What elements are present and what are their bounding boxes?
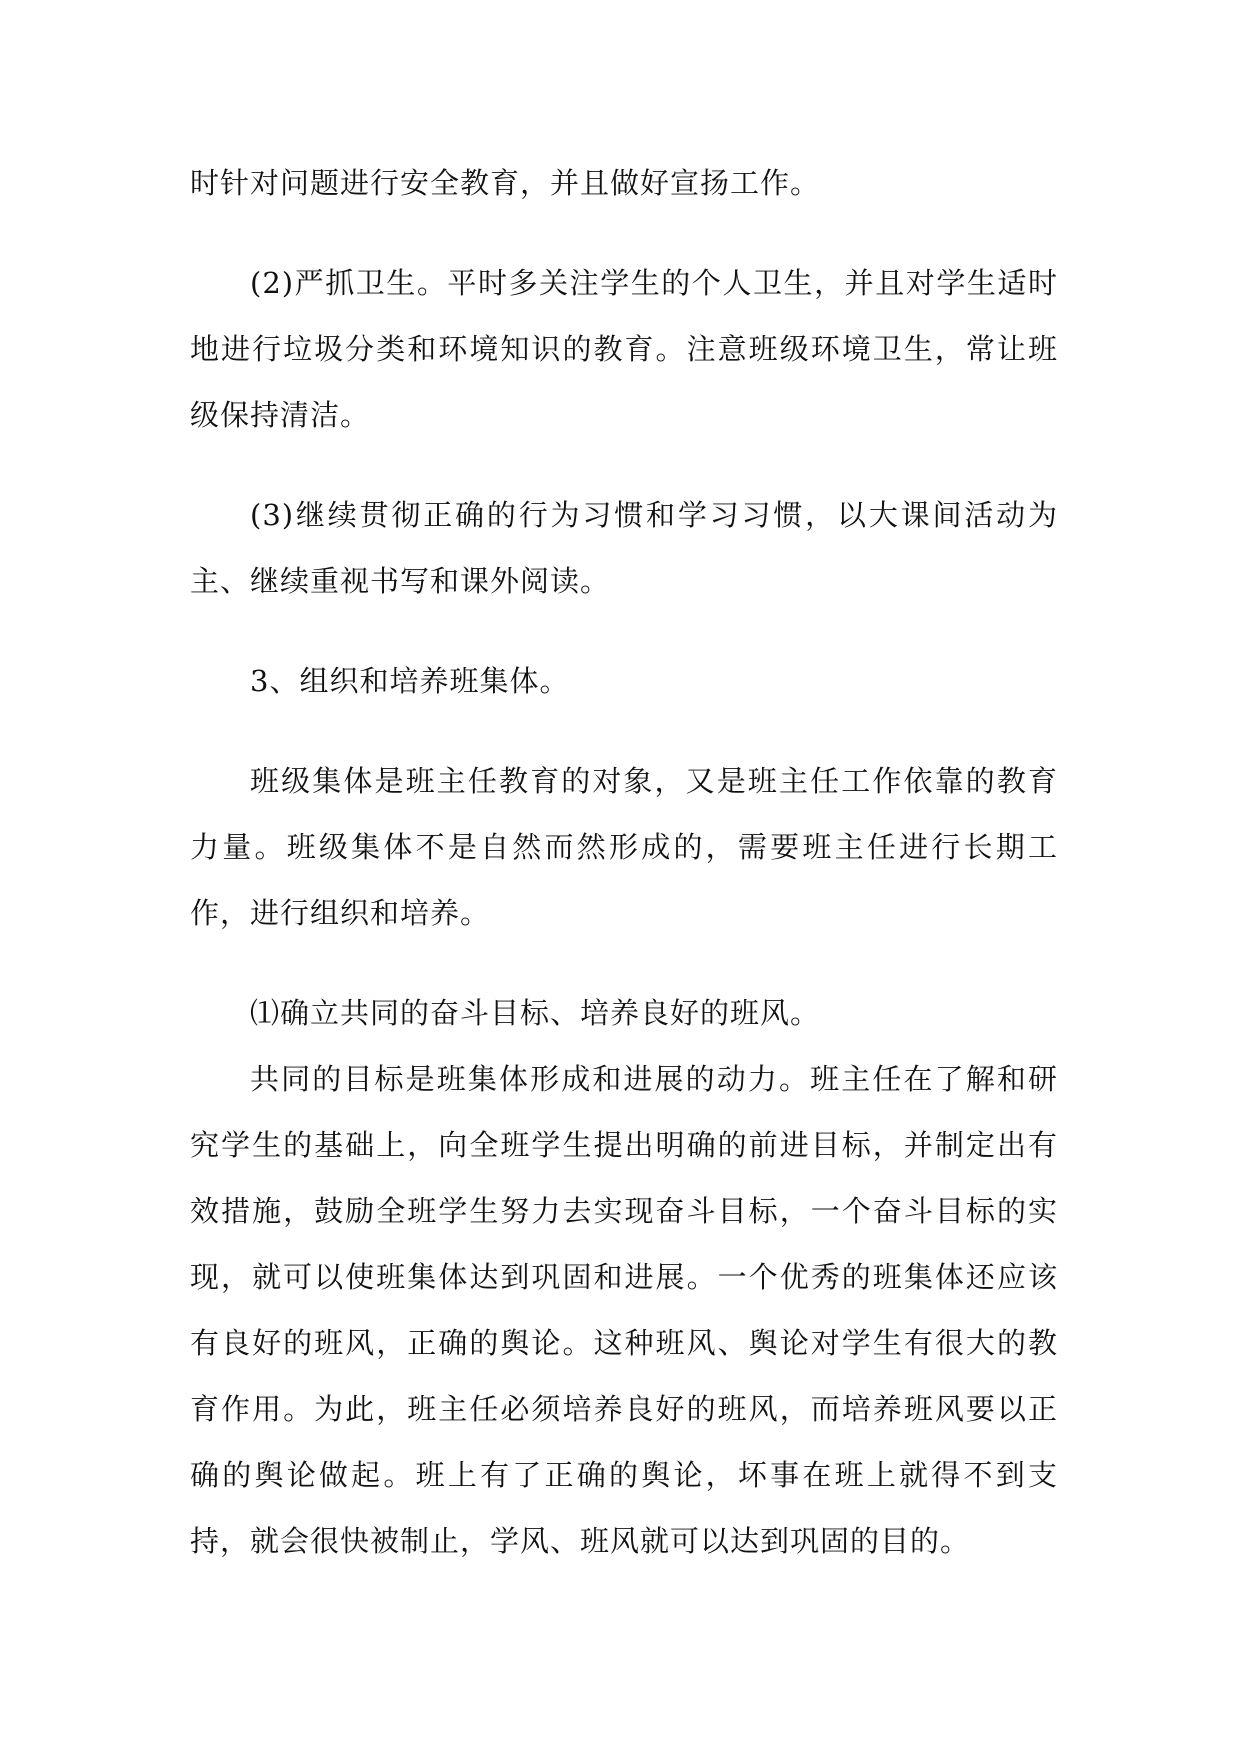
section-heading-class-collective: 3、组织和培养班集体。 (250, 664, 570, 698)
document-body (190, 150, 1058, 1574)
paragraph-hygiene: (2)严抓卫生。平时多关注学生的个人卫生，并且对学生适时地进行垃圾分类和环境知识的教育。注意班级环境卫生，常让班级保持清洁。 (190, 266, 1058, 432)
paragraph-habits: (3)继续贯彻正确的行为习惯和学习习惯，以大课间活动为主、继续重视书写和课外阅读。 (190, 498, 1058, 598)
paragraph-class-collective: 班级集体是班主任教育的对象，又是班主任工作依靠的教育力量。班级集体不是自然而然形成的，需要班主任进行长期工作，进行组织和培养。 (190, 764, 1058, 930)
paragraph-safety-education-continuation: 时针对问题进行安全教育，并且做好宣扬工作。 (190, 166, 821, 200)
paragraph-common-goals: 共同的目标是班集体形成和进展的动力。班主任在了解和研究学生的基础上，向全班学生提出明确的前进目标，并制定出有效措施，鼓励全班学生努力去实现奋斗目标，一个奋斗目标的实现，就可以使班集体达到巩固和进展。一个优秀的班集体还应该有良好的班风，正确的舆论。这种班风、舆论对学生有很大的教育作用。为此，班主任必须培养良好的班风，而培养班风要以正确的舆论做起。班上有了正确的舆论，坏事在班上就得不到支持，就会很快被制止，学风、班风就可以达到巩固的目的。 (190, 1062, 1058, 1558)
subheading-common-goals: ⑴确立共同的奋斗目标、培养良好的班风。 (250, 996, 821, 1030)
